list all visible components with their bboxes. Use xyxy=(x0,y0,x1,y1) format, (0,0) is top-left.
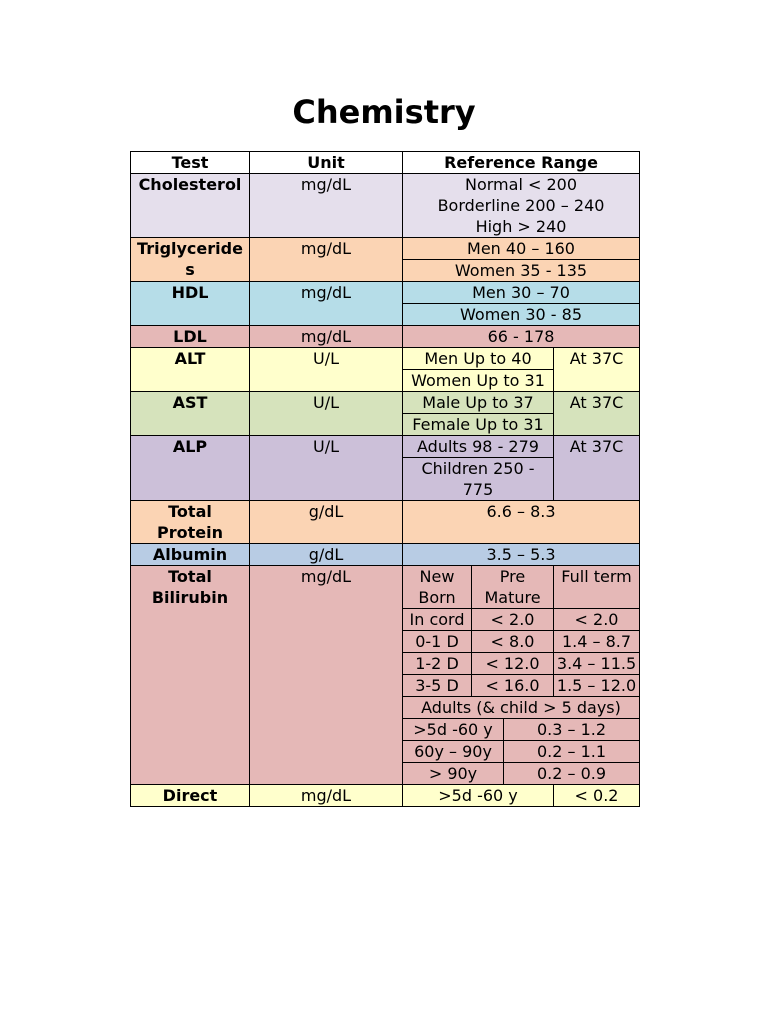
range-alp-adults: Adults 98 - 279 xyxy=(403,436,554,458)
direct-range: < 0.2 xyxy=(554,785,640,807)
bili-premature: < 12.0 xyxy=(472,653,554,675)
test-total-bilirubin: Total Bilirubin xyxy=(131,566,250,785)
page-title: Chemistry xyxy=(292,93,476,131)
table-row xyxy=(131,174,640,238)
bili-adult-range: 0.3 – 1.2 xyxy=(504,719,640,741)
unit-cholesterol: mg/dL xyxy=(250,174,403,238)
header-test: Test xyxy=(131,152,250,174)
bili-fullterm: 1.4 – 8.7 xyxy=(554,631,640,653)
unit-alt: U/L xyxy=(250,348,403,392)
unit-ldl: mg/dL xyxy=(250,326,403,348)
bili-age: 0-1 D xyxy=(403,631,472,653)
bili-col-header: Full term xyxy=(554,566,640,609)
unit-albumin: g/dL xyxy=(250,544,403,566)
test-ldl: LDL xyxy=(131,326,250,348)
test-alp: ALP xyxy=(131,436,250,501)
unit-alp: U/L xyxy=(250,436,403,501)
header-reference-range: Reference Range xyxy=(403,152,640,174)
bili-fullterm: 1.5 – 12.0 xyxy=(554,675,640,697)
bili-age: In cord xyxy=(403,609,472,631)
range-line: High > 240 xyxy=(475,217,567,236)
table-row xyxy=(131,326,640,348)
bili-col-header: New Born xyxy=(403,566,472,609)
temp-alt: At 37C xyxy=(554,348,640,392)
test-direct: Direct xyxy=(131,785,250,807)
range-line: Normal < 200 xyxy=(465,175,578,194)
chemistry-table xyxy=(130,151,640,807)
bili-col-header: Pre Mature xyxy=(472,566,554,609)
temp-alp: At 37C xyxy=(554,436,640,501)
unit-triglycerides: mg/dL xyxy=(250,238,403,282)
table-row xyxy=(131,348,640,370)
table-row xyxy=(131,501,640,544)
header-row xyxy=(131,152,640,174)
range-hdl-men: Men 30 – 70 xyxy=(403,282,640,304)
bili-premature: < 8.0 xyxy=(472,631,554,653)
unit-total-bilirubin: mg/dL xyxy=(250,566,403,785)
unit-direct: mg/dL xyxy=(250,785,403,807)
bili-adults-label: Adults (& child > 5 days) xyxy=(403,697,640,719)
test-hdl: HDL xyxy=(131,282,250,326)
test-alt: ALT xyxy=(131,348,250,392)
range-alt-men: Men Up to 40 xyxy=(403,348,554,370)
bili-fullterm: < 2.0 xyxy=(554,609,640,631)
bili-adult-age: >5d -60 y xyxy=(403,719,504,741)
range-ast-male: Male Up to 37 xyxy=(403,392,554,414)
test-triglycerides: Triglycerides xyxy=(131,238,250,282)
bili-fullterm: 3.4 – 11.5 xyxy=(554,653,640,675)
range-line: Borderline 200 – 240 xyxy=(437,196,605,215)
bili-adult-range: 0.2 – 1.1 xyxy=(504,741,640,763)
temp-ast: At 37C xyxy=(554,392,640,436)
table-row xyxy=(131,785,640,807)
test-ast: AST xyxy=(131,392,250,436)
bili-premature: < 2.0 xyxy=(472,609,554,631)
table-row xyxy=(131,282,640,304)
table-row xyxy=(131,544,640,566)
bili-adult-range: 0.2 – 0.9 xyxy=(504,763,640,785)
table-row xyxy=(131,392,640,414)
test-albumin: Albumin xyxy=(131,544,250,566)
unit-total-protein: g/dL xyxy=(250,501,403,544)
bili-adult-age: > 90y xyxy=(403,763,504,785)
range-total-protein: 6.6 – 8.3 xyxy=(403,501,640,544)
bili-adult-age: 60y – 90y xyxy=(403,741,504,763)
unit-hdl: mg/dL xyxy=(250,282,403,326)
header-unit: Unit xyxy=(250,152,403,174)
range-triglycerides-men: Men 40 – 160 xyxy=(403,238,640,260)
bili-premature: < 16.0 xyxy=(472,675,554,697)
bili-age: 3-5 D xyxy=(403,675,472,697)
table-row xyxy=(131,436,640,458)
range-ldl: 66 - 178 xyxy=(403,326,640,348)
range-albumin: 3.5 – 5.3 xyxy=(403,544,640,566)
range-alt-women: Women Up to 31 xyxy=(403,370,554,392)
bili-age: 1-2 D xyxy=(403,653,472,675)
range-cholesterol xyxy=(403,174,640,238)
unit-ast: U/L xyxy=(250,392,403,436)
range-ast-female: Female Up to 31 xyxy=(403,414,554,436)
test-total-protein: Total Protein xyxy=(131,501,250,544)
table-row xyxy=(131,566,640,609)
direct-age: >5d -60 y xyxy=(403,785,554,807)
test-cholesterol: Cholesterol xyxy=(131,174,250,238)
range-hdl-women: Women 30 - 85 xyxy=(403,304,640,326)
range-alp-children: Children 250 - 775 xyxy=(403,458,554,501)
range-triglycerides-women: Women 35 - 135 xyxy=(403,260,640,282)
table-row xyxy=(131,238,640,260)
